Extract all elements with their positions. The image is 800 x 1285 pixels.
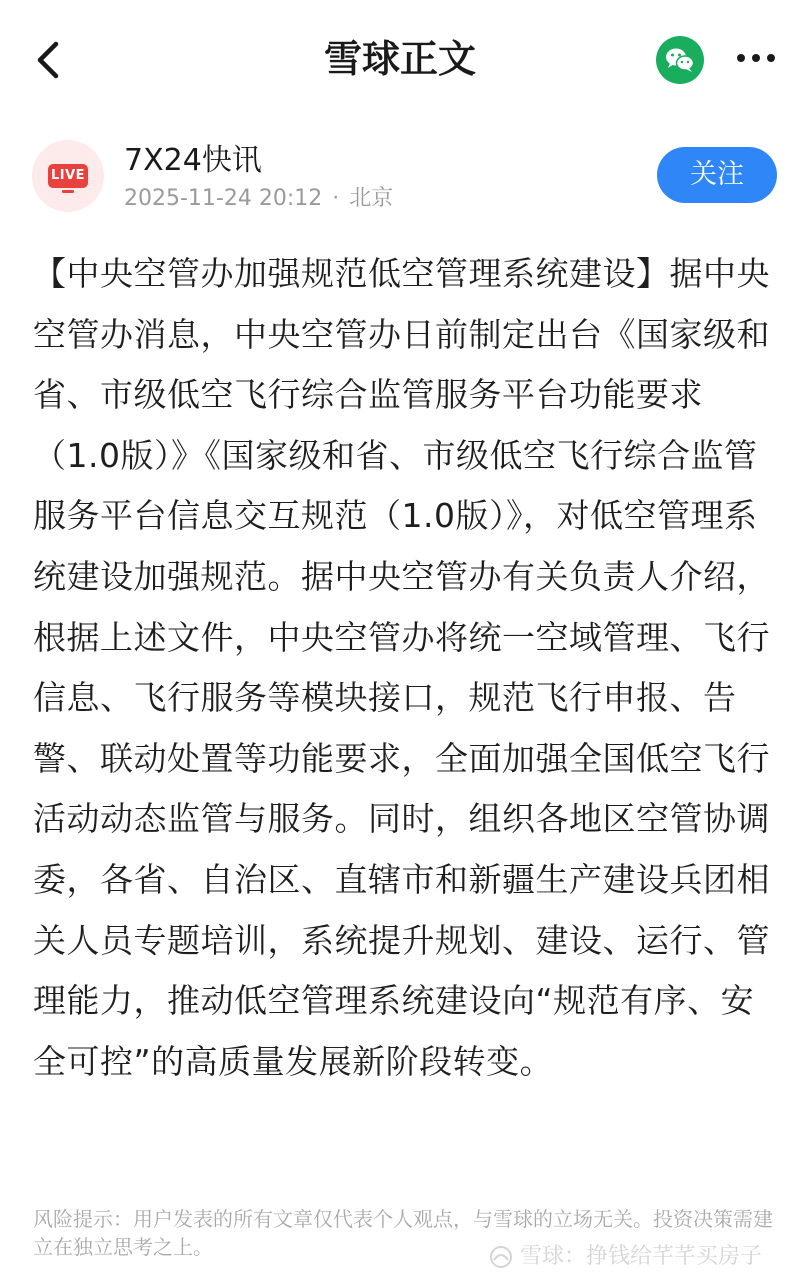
risk-notice: 风险提示：用户发表的所有文章仅代表个人观点，与雪球的立场无关。投资决策需建立在独立思考之上。 [33,1207,773,1259]
avatar[interactable] [32,140,104,212]
page-title: 雪球正文 [323,37,476,81]
live-tv-icon: LIVE [48,164,88,188]
snowball-logo-icon [488,1244,514,1270]
author-row [0,138,800,218]
post-datetime: 2025-11-24 20:12 [124,186,323,211]
top-navigation-bar [0,0,800,118]
article-body: 【中央空管办加强规范低空管理系统建设】据中央空管办消息，中央空管办日前制定出台《国家级和省、市级低空飞行综合监管服务平台功能要求（1.0版）》《国家级和省、市级低空飞行综合监管服务平台信息交互规范（1.0版）》，对低空管理系统建设加强规范。据中央空管办有关负责人介绍，根据上述文件，中央空管办将统一空域管理、飞行信息、飞行服务等模块接口，规范飞行申报、告警、联动处置等功能要求，全面加强全国低空飞行活动动态监管与服务。同时，组织各地区空管协调委，各省、自治区、直辖市和新疆生产建设兵团相关人员专题培训，系统提升规划、建设、运行、管理能力，推动低空管理系统建设向“规范有序、安全可控”的高质量发展新阶段转变。 [33,254,770,1081]
more-dots-icon[interactable] [734,38,778,78]
author-name[interactable]: 7X24快讯 [124,143,262,178]
post-location: 北京 [349,186,394,211]
follow-button[interactable]: 关注 [657,147,777,203]
meta-separator: · [332,186,340,211]
post-meta [124,184,393,214]
wechat-share-icon[interactable] [656,36,704,84]
watermark-text: 雪球：挣钱给芊芊买房子 [520,1244,763,1269]
watermark [488,1240,762,1274]
